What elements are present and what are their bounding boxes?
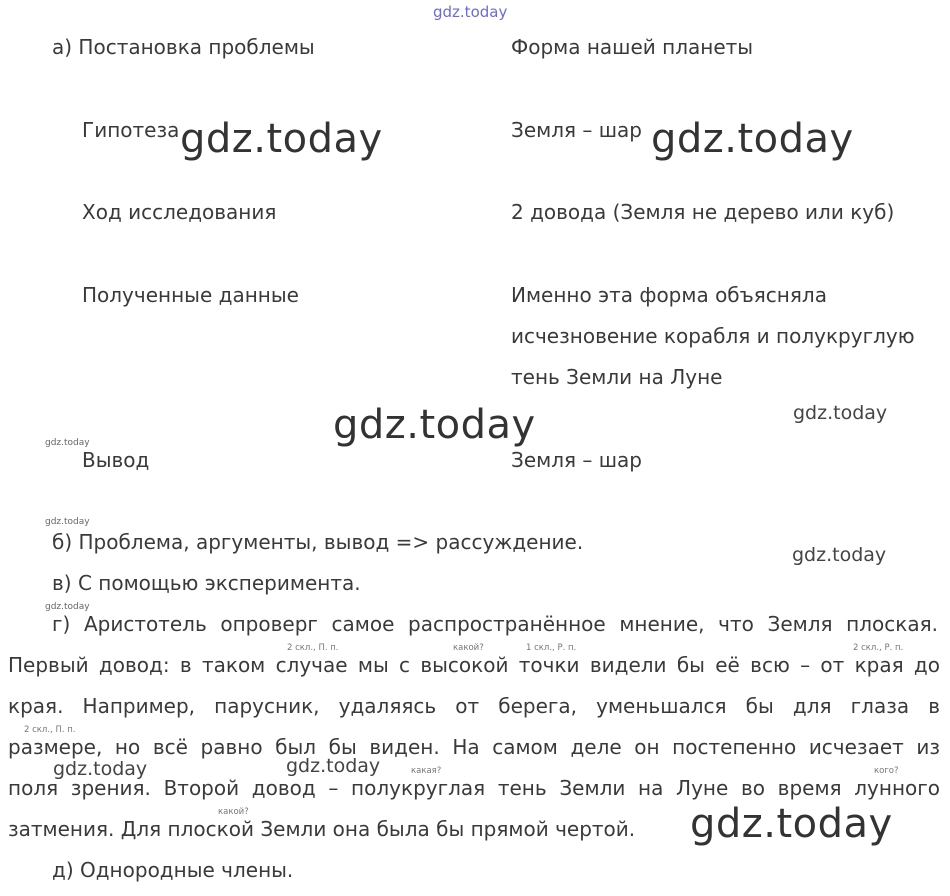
annotation-7: кого? (874, 766, 899, 776)
watermark-big-3: gdz.today (333, 402, 536, 448)
annotation-1: 2 скл., П. п. (287, 643, 339, 653)
hypothesis-value: Земля – шар (511, 118, 642, 142)
watermark-big-2: gdz.today (651, 116, 854, 162)
section-v: в) С помощью эксперимента. (52, 571, 361, 595)
data-value-line-1: Именно эта форма объясняла (511, 283, 827, 307)
section-d: д) Однородные члены. (52, 858, 294, 882)
research-value: 2 довода (Земля не дерево или куб) (511, 200, 895, 224)
watermark-tiny-2: gdz.today (45, 517, 90, 527)
conclusion-label: Вывод (82, 448, 150, 472)
section-g-line-6: затмения. Для плоской Земли она была бы прямой чертой. (8, 817, 636, 841)
watermark-medium-2: gdz.today (792, 544, 887, 566)
annotation-3: 1 скл., Р. п. (526, 643, 577, 653)
conclusion-value: Земля – шар (511, 448, 642, 472)
section-g-line-4: размере, но всё равно был бы виден. На самом деле он постепенно исчезает из (8, 735, 940, 759)
watermark-top: gdz.today (433, 3, 508, 21)
section-g-line-2: Первый довод: в таком случае мы с высокой точки видели бы её всю – от края до (8, 653, 940, 677)
annotation-2: какой? (453, 643, 484, 653)
watermark-medium-4: gdz.today (286, 755, 381, 777)
problem-value: Форма нашей планеты (511, 35, 754, 59)
section-b: б) Проблема, аргументы, вывод => рассуждение. (52, 530, 584, 554)
data-label: Полученные данные (82, 283, 299, 307)
data-value-line-3: тень Земли на Луне (511, 365, 723, 389)
research-label: Ход исследования (82, 200, 277, 224)
section-g-line-3: края. Например, парусник, удаляясь от берега, уменьшался бы для глаза в (8, 694, 940, 718)
watermark-medium-3: gdz.today (53, 758, 148, 780)
watermark-tiny-3: gdz.today (45, 602, 90, 612)
watermark-big-1: gdz.today (180, 116, 383, 162)
section-g-line-5: поля зрения. Второй довод – полукруглая тень Земли на Луне во время лунного (8, 776, 940, 800)
section-a-title: а) Постановка проблемы (52, 35, 315, 59)
watermark-medium-1: gdz.today (793, 402, 888, 424)
annotation-6: какая? (411, 766, 442, 776)
annotation-8: какой? (218, 807, 249, 817)
watermark-big-4: gdz.today (690, 801, 893, 847)
hypothesis-label: Гипотеза (82, 118, 180, 142)
annotation-4: 2 скл., Р. п. (853, 643, 904, 653)
watermark-tiny-1: gdz.today (45, 438, 90, 448)
annotation-5: 2 скл., П. п. (24, 725, 76, 735)
section-g-line-1: г) Аристотель опроверг самое распространённое мнение, что Земля плоская. (52, 612, 938, 636)
data-value-line-2: исчезновение корабля и полукруглую (511, 324, 915, 348)
